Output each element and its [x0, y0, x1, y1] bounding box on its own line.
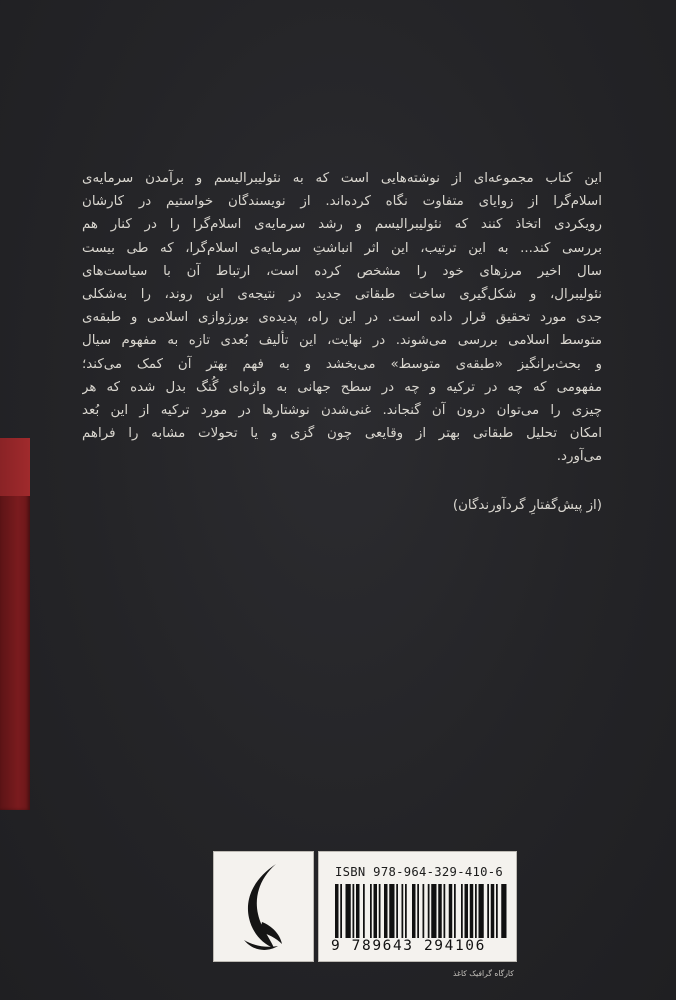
barcode-number: 9 789643 294106 [331, 938, 486, 954]
publisher-logo-icon [214, 852, 313, 961]
blurb-attribution: (از پیش‌گفتارِ گردآورندگان) [452, 498, 602, 513]
blurb-line: این کتاب مجموعه‌ای از نوشته‌هایی است که به نئولیبرالیسم و برآمدن سرمایه‌ی [82, 171, 602, 186]
blurb-line: رویکردی اتخاذ کنند که نئولیبرالیسم و رشد سرمایه‌ی اسلام‌گرا را در کنار هم [82, 217, 602, 233]
blurb-line: چیزی را می‌توان درون آن گنجاند. غنی‌شدن نوشتارها در مورد ترکیه از این بُعد [82, 403, 602, 419]
blurb-text [82, 167, 602, 469]
blurb-line: مفهومی که چه در ترکیه و چه در سطح جهانی به واژه‌ای گُنگ بدل شده که هر [82, 379, 602, 395]
blurb-line: نئولیبرال، و شکل‌گیری ساخت طبقاتی جدید در نتیجه‌ی این روند، را به‌شکلی [82, 287, 602, 303]
isbn-barcode-panel [318, 851, 517, 962]
blurb-line: اسلام‌گرا از زوایای متفاوت نگاه کرده‌اند. از نویسندگان خواستیم در کارشان [82, 194, 602, 210]
blurb-line: سال اخیر مرزهای خود را مشخص کرده است، ارتباط آن با سیاست‌های [82, 263, 602, 279]
blurb-line: می‌آورد. [556, 449, 602, 465]
barcode-icon [331, 884, 509, 938]
publisher-logo-panel [213, 851, 314, 962]
blurb-line: و بحث‌برانگیز «طبقه‌ی متوسط» می‌بخشد و به فهم بهتر آن کمک می‌کند؛ [82, 356, 602, 372]
designer-credit: کارگاه گرافیک کاغذ [453, 969, 514, 978]
spine-accent-strip [0, 438, 30, 810]
isbn-label: ISBN 978-964-329-410-6 [335, 865, 504, 879]
blurb-line: امکان تحلیل طبقاتی بهتر از وقایعی چون گزی و یا تحولات مشابه را فراهم [82, 426, 602, 442]
blurb-line: متوسط اسلامی بررسی می‌شوند. در نهایت، این تألیف بُعدی تازه به مفهوم سیال [82, 333, 602, 349]
blurb-line: بررسی کند... به این ترتیب، این اثر انباشتِ سرمایه‌ی اسلام‌گرا، که طی بیست [82, 240, 602, 256]
blurb-line: جدی مورد تحقیق قرار داده است. در این راه، پدیده‌ی بورژوازی اسلامی و طبقه‌ی [82, 310, 602, 326]
